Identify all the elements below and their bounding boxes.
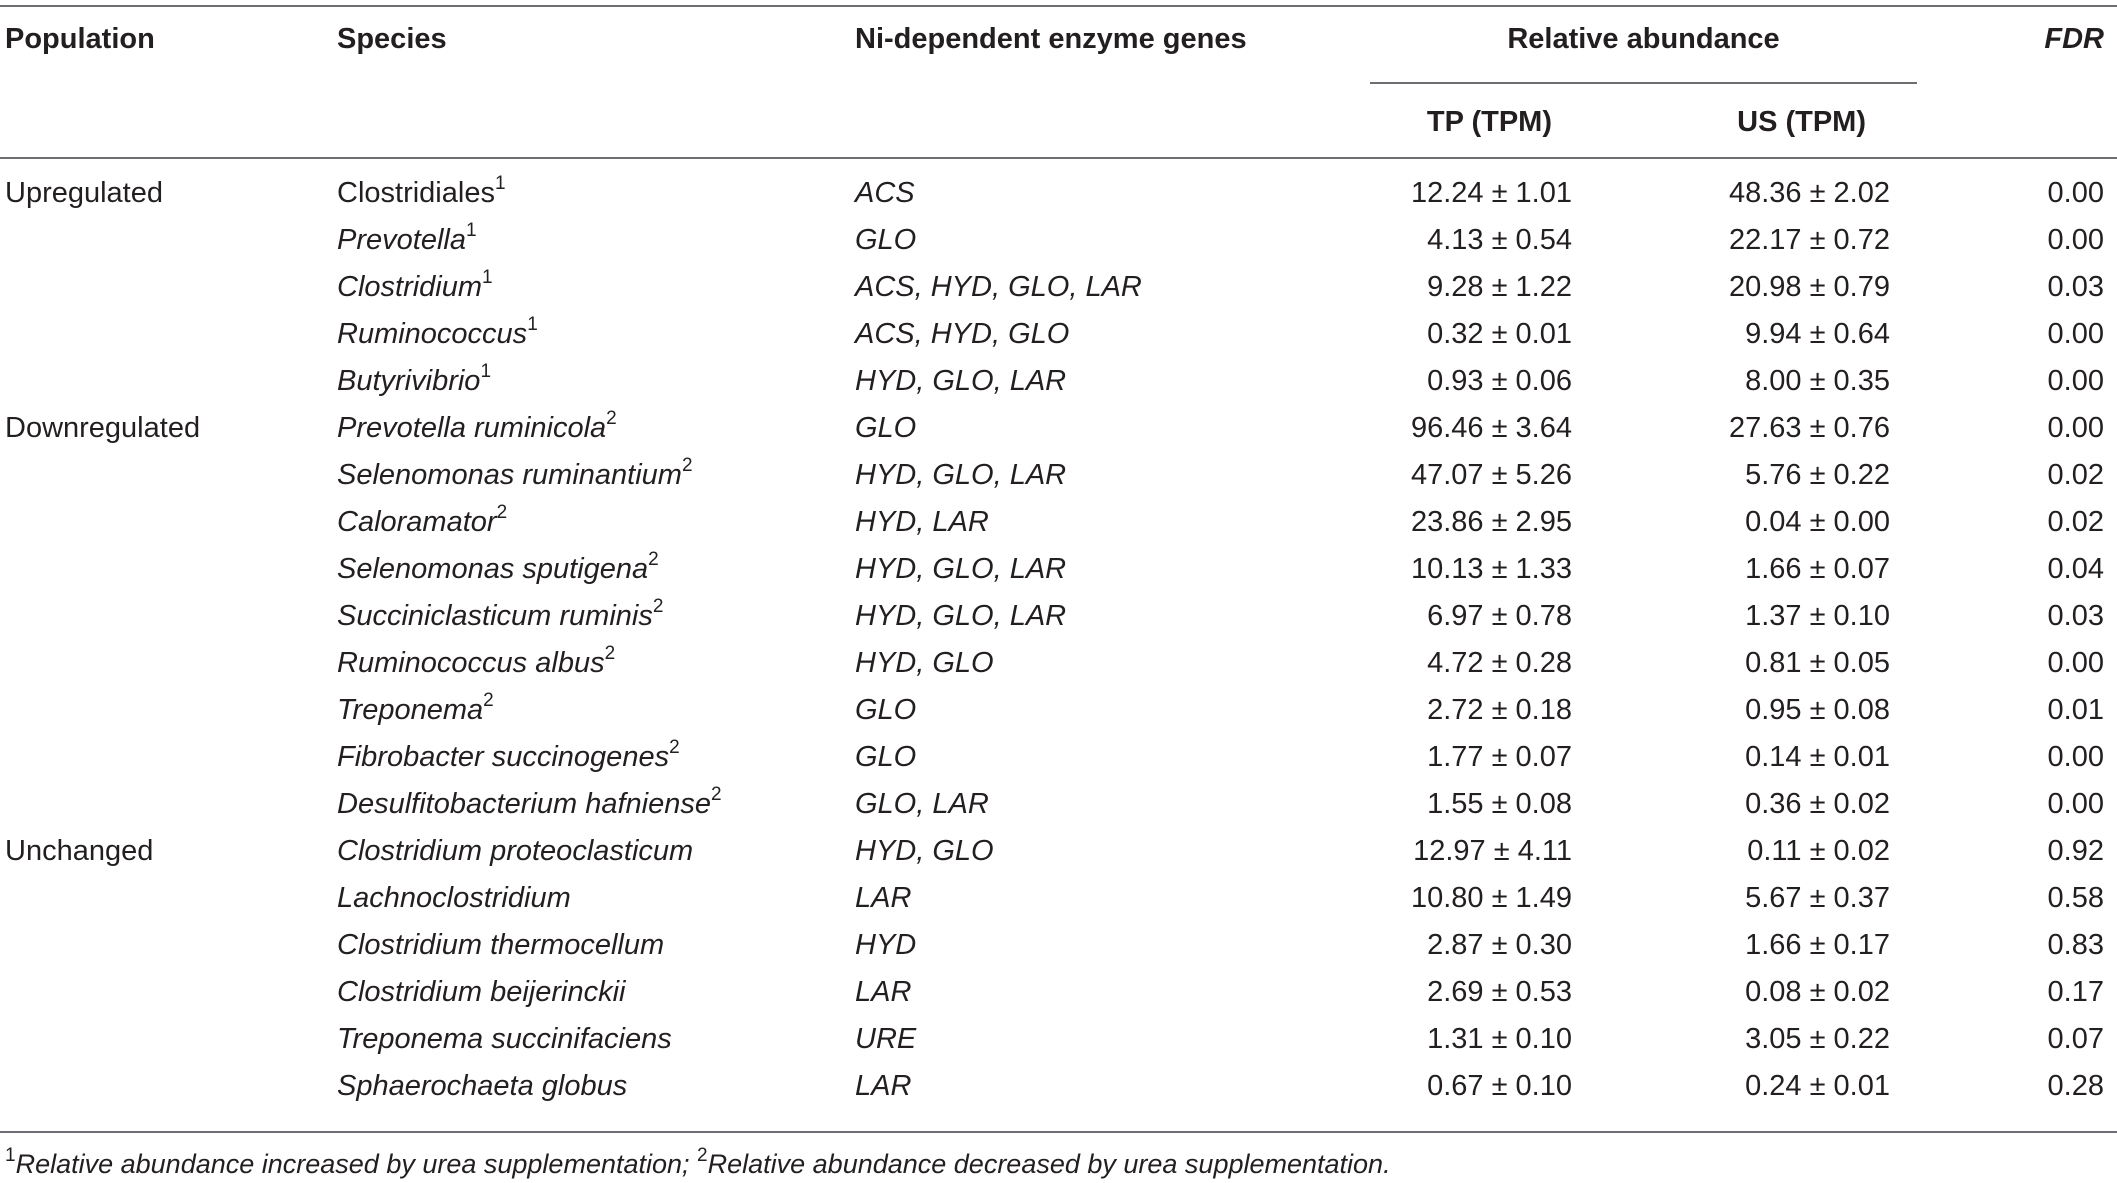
fdr-cell: 0.92 <box>2047 835 2104 867</box>
species-footnote-mark: 2 <box>496 502 508 523</box>
tp-cell: 2.69 ± 0.53 <box>1427 976 1572 1008</box>
population-cell: Unchanged <box>5 835 154 867</box>
species-name: Caloramator <box>337 506 497 538</box>
header-population: Population <box>5 23 155 55</box>
fdr-cell: 0.28 <box>2047 1070 2104 1102</box>
us-cell: 0.04 ± 0.00 <box>1745 506 1890 538</box>
species-footnote-mark: 1 <box>482 267 493 288</box>
table-top-rule <box>0 5 2117 7</box>
table-row <box>0 170 2117 217</box>
species-cell <box>337 499 507 546</box>
species-footnote-mark: 2 <box>483 690 494 711</box>
genes-cell: GLO <box>855 412 917 444</box>
genes-cell: HYD, GLO <box>855 835 994 867</box>
table-row <box>0 1016 2117 1063</box>
tp-cell: 47.07 ± 5.26 <box>1410 459 1572 491</box>
tp-cell: 1.55 ± 0.08 <box>1427 788 1572 820</box>
species-cell <box>337 546 659 593</box>
population-cell: Downregulated <box>5 412 201 444</box>
species-footnote-mark: 1 <box>480 361 492 382</box>
species-name: Clostridium proteoclasticum <box>337 835 694 867</box>
species-footnote-mark: 2 <box>681 455 693 476</box>
tp-cell: 2.72 ± 0.18 <box>1427 694 1572 726</box>
tp-cell: 0.67 ± 0.10 <box>1427 1070 1572 1102</box>
us-cell: 0.08 ± 0.02 <box>1745 976 1890 1008</box>
species-name: Ruminococcus albus <box>337 647 605 679</box>
species-cell <box>337 405 617 452</box>
table-row <box>0 499 2117 546</box>
species-cell <box>337 170 506 217</box>
us-cell: 48.36 ± 2.02 <box>1728 177 1890 209</box>
species-footnote-mark: 1 <box>527 314 538 335</box>
genes-cell: GLO, LAR <box>855 788 989 820</box>
species-cell <box>337 1016 672 1063</box>
tp-cell: 2.87 ± 0.30 <box>1427 929 1572 961</box>
us-cell: 9.94 ± 0.64 <box>1745 318 1890 350</box>
species-cell <box>337 734 680 781</box>
genes-cell: LAR <box>855 882 912 914</box>
species-name: Treponema succinifaciens <box>337 1023 672 1055</box>
genes-cell: ACS, HYD, GLO <box>855 318 1070 350</box>
genes-cell: HYD, GLO <box>855 647 994 679</box>
species-cell <box>337 875 571 922</box>
genes-cell: GLO <box>855 741 917 773</box>
header-species: Species <box>337 23 447 55</box>
table-row <box>0 828 2117 875</box>
tp-cell: 10.80 ± 1.49 <box>1410 882 1572 914</box>
fdr-cell: 0.02 <box>2047 459 2104 491</box>
us-cell: 1.66 ± 0.07 <box>1745 553 1890 585</box>
species-footnote-mark: 2 <box>648 549 659 570</box>
table-row <box>0 593 2117 640</box>
tp-cell: 0.32 ± 0.01 <box>1427 318 1572 350</box>
tp-cell: 1.31 ± 0.10 <box>1427 1023 1572 1055</box>
species-name: Ruminococcus <box>337 318 528 350</box>
fdr-cell: 0.58 <box>2047 882 2104 914</box>
genes-cell: HYD, GLO, LAR <box>855 600 1067 632</box>
us-cell: 22.17 ± 0.72 <box>1728 224 1890 256</box>
species-cell <box>337 687 494 734</box>
species-name: Clostridium thermocellum <box>337 929 665 961</box>
table-row <box>0 358 2117 405</box>
species-cell <box>337 922 664 969</box>
us-cell: 27.63 ± 0.76 <box>1728 412 1890 444</box>
us-cell: 3.05 ± 0.22 <box>1745 1023 1890 1055</box>
genes-cell: URE <box>855 1023 917 1055</box>
tp-cell: 4.13 ± 0.54 <box>1427 224 1572 256</box>
tp-cell: 12.97 ± 4.11 <box>1413 835 1572 867</box>
table-row <box>0 405 2117 452</box>
fdr-cell: 0.07 <box>2047 1023 2104 1055</box>
footnote-mark-2: 2 <box>697 1145 708 1166</box>
species-footnote-mark: 2 <box>669 737 680 758</box>
species-cell <box>337 781 722 828</box>
table-row <box>0 217 2117 264</box>
header-fdr: FDR <box>2044 23 2104 55</box>
table-row <box>0 311 2117 358</box>
fdr-cell: 0.03 <box>2047 271 2104 303</box>
header-tp: TP (TPM) <box>1426 106 1552 138</box>
species-footnote-mark: 1 <box>465 220 477 241</box>
genes-cell: GLO <box>855 694 917 726</box>
genes-cell: HYD, LAR <box>855 506 989 538</box>
species-name: Clostridium <box>337 271 483 303</box>
species-footnote-mark: 2 <box>606 408 617 429</box>
species-cell <box>337 640 615 687</box>
species-cell <box>337 1063 627 1110</box>
species-name: Sphaerochaeta globus <box>337 1070 628 1102</box>
header-relative-abundance: Relative abundance <box>1507 23 1780 55</box>
fdr-cell: 0.00 <box>2047 412 2104 444</box>
species-footnote-mark: 1 <box>494 173 506 194</box>
us-cell: 20.98 ± 0.79 <box>1728 271 1890 303</box>
fdr-cell: 0.00 <box>2047 224 2104 256</box>
species-name: Butyrivibrio <box>337 365 481 397</box>
fdr-cell: 0.04 <box>2047 553 2104 585</box>
species-footnote-mark: 2 <box>604 643 616 664</box>
genes-cell: LAR <box>855 976 912 1008</box>
species-name: Clostridiales <box>337 177 495 209</box>
tp-cell: 96.46 ± 3.64 <box>1410 412 1572 444</box>
species-name: Lachnoclostridium <box>337 882 571 914</box>
header-genes: Ni-dependent enzyme genes <box>855 23 1247 55</box>
genes-cell: GLO <box>855 224 917 256</box>
fdr-cell: 0.83 <box>2047 929 2104 961</box>
table-row <box>0 1063 2117 1110</box>
tp-cell: 1.77 ± 0.07 <box>1427 741 1572 773</box>
species-name: Treponema <box>337 694 484 726</box>
fdr-cell: 0.00 <box>2047 365 2104 397</box>
genes-cell: HYD, GLO, LAR <box>855 365 1067 397</box>
species-cell <box>337 593 663 640</box>
tp-cell: 4.72 ± 0.28 <box>1427 647 1572 679</box>
us-cell: 0.14 ± 0.01 <box>1745 741 1890 773</box>
us-cell: 0.24 ± 0.01 <box>1745 1070 1890 1102</box>
us-cell: 0.36 ± 0.02 <box>1745 788 1890 820</box>
species-footnote-mark: 2 <box>710 784 722 805</box>
species-name: Selenomonas sputigena <box>337 553 649 585</box>
species-cell <box>337 452 693 499</box>
species-cell <box>337 358 491 405</box>
species-cell <box>337 217 477 264</box>
tp-cell: 10.13 ± 1.33 <box>1410 553 1572 585</box>
species-name: Clostridium beijerinckii <box>337 976 626 1008</box>
us-cell: 0.95 ± 0.08 <box>1745 694 1890 726</box>
fdr-cell: 0.00 <box>2047 788 2104 820</box>
tp-cell: 6.97 ± 0.78 <box>1427 600 1572 632</box>
fdr-cell: 0.00 <box>2047 647 2104 679</box>
genes-cell: HYD <box>855 929 917 961</box>
table-row <box>0 687 2117 734</box>
header-us: US (TPM) <box>1737 106 1866 138</box>
footnote-mark-1: 1 <box>5 1145 16 1166</box>
table-row <box>0 452 2117 499</box>
tp-cell: 12.24 ± 1.01 <box>1410 177 1572 209</box>
species-name: Desulfitobacterium hafniense <box>337 788 711 820</box>
genes-cell: ACS, HYD, GLO, LAR <box>855 271 1142 303</box>
species-cell <box>337 311 538 358</box>
table-row <box>0 264 2117 311</box>
population-cell: Upregulated <box>5 177 163 209</box>
table-row <box>0 734 2117 781</box>
fdr-cell: 0.02 <box>2047 506 2104 538</box>
genes-cell: HYD, GLO, LAR <box>855 459 1067 491</box>
us-cell: 1.37 ± 0.10 <box>1745 600 1890 632</box>
header-bottom-rule <box>0 157 2117 159</box>
tp-cell: 0.93 ± 0.06 <box>1427 365 1572 397</box>
footnote-text-2: Relative abundance decreased by urea supplementation. <box>707 1149 1391 1179</box>
table-row <box>0 546 2117 593</box>
species-name: Fibrobacter succinogenes <box>337 741 670 773</box>
tp-cell: 9.28 ± 1.22 <box>1427 271 1572 303</box>
genes-cell: LAR <box>855 1070 912 1102</box>
us-cell: 0.81 ± 0.05 <box>1745 647 1890 679</box>
species-name: Succiniclasticum ruminis <box>337 600 653 632</box>
us-cell: 5.76 ± 0.22 <box>1745 459 1890 491</box>
species-name: Selenomonas ruminantium <box>337 459 682 491</box>
us-cell: 5.67 ± 0.37 <box>1745 882 1890 914</box>
us-cell: 8.00 ± 0.35 <box>1745 365 1890 397</box>
us-cell: 1.66 ± 0.17 <box>1745 929 1890 961</box>
footnote-text-1: Relative abundance increased by urea supplementation; <box>15 1149 698 1179</box>
fdr-cell: 0.01 <box>2047 694 2104 726</box>
table-row <box>0 969 2117 1016</box>
tp-cell: 23.86 ± 2.95 <box>1410 506 1572 538</box>
fdr-cell: 0.17 <box>2047 976 2104 1008</box>
table-row <box>0 781 2117 828</box>
species-cell <box>337 264 493 311</box>
species-footnote-mark: 2 <box>652 596 664 617</box>
table-row <box>0 922 2117 969</box>
table-row <box>0 875 2117 922</box>
species-name: Prevotella <box>337 224 466 256</box>
species-cell <box>337 828 693 875</box>
table-bottom-rule <box>0 1131 2117 1133</box>
fdr-cell: 0.00 <box>2047 318 2104 350</box>
fdr-cell: 0.00 <box>2047 177 2104 209</box>
table-footnote <box>5 1146 1391 1182</box>
genes-cell: HYD, GLO, LAR <box>855 553 1067 585</box>
fdr-cell: 0.00 <box>2047 741 2104 773</box>
species-name: Prevotella ruminicola <box>337 412 607 444</box>
table-row <box>0 640 2117 687</box>
genes-cell: ACS <box>855 177 915 209</box>
species-cell <box>337 969 625 1016</box>
us-cell: 0.11 ± 0.02 <box>1747 835 1890 867</box>
group-header-rule <box>1370 82 1917 84</box>
fdr-cell: 0.03 <box>2047 600 2104 632</box>
